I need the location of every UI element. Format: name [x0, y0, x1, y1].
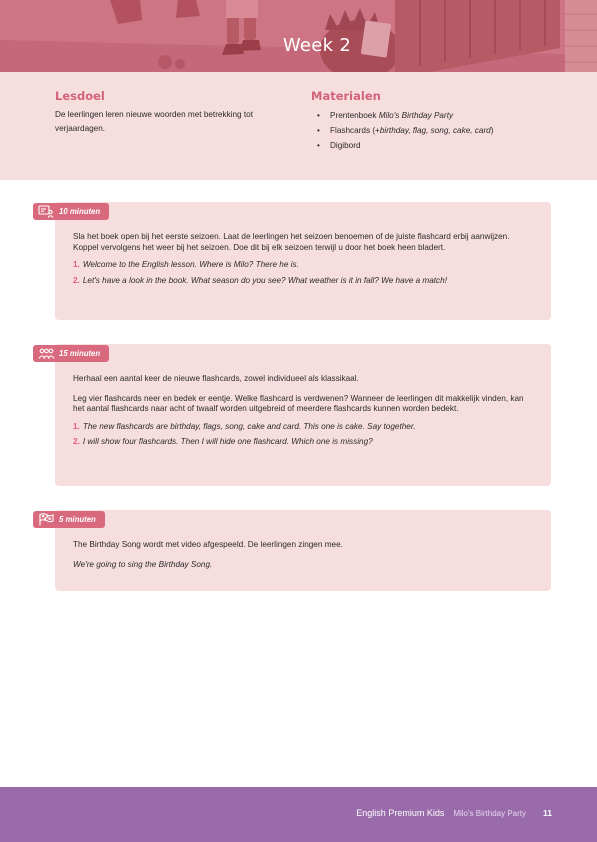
activity-instruction: Sla het boek open bij het eerste seizoen. Laat de leerlingen het seizoen benoemen of de juiste flashcard erbij aanwijzen. Koppel vervolgens het weer bij het seizoen. Doe dit bij elk seizoen terwijl u door het boek heen bladert.: [73, 232, 510, 252]
materials-item: • Flashcards (+birthday, flag, song, cake, card): [311, 123, 561, 138]
materials-item: • Digibord: [311, 138, 561, 153]
activity-instruction: Herhaal een aantal keer de nieuwe flashcards, zowel individueel als klassikaal.: [73, 374, 359, 383]
activity-steps: [73, 422, 537, 448]
duration-label: 15 minuten: [59, 349, 101, 358]
materials-heading: Materialen: [311, 89, 381, 103]
activity-card: [55, 344, 551, 486]
materials-item: • Prentenboek Milo's Birthday Party: [311, 108, 561, 123]
duration-badge: [33, 203, 109, 220]
activity-step: 2. I will show four flashcards. Then I will hide one flashcard. Which one is missing?: [73, 437, 373, 446]
activity-card: [55, 202, 551, 320]
activity-body: [73, 374, 537, 453]
activity-step: 1. The new flashcards are birthday, flags, song, cake and card. This one is cake. Say together.: [73, 421, 416, 431]
series-title: English Premium Kids: [356, 808, 445, 818]
activity-body: [73, 540, 537, 577]
activity-step: 2. Let's have a look in the book. What season do you see? What weather is it in fall? We have a match!: [73, 275, 447, 285]
duration-label: 5 minuten: [59, 515, 96, 524]
duration-badge: [33, 511, 105, 528]
activity-instruction: Leg vier flashcards neer en bedek er eentje. Welke flashcard is verdwenen? Wanneer de leerlingen dit makkelijk vinden, kan het aantal flashcards naar acht of twaalf worden uitgebreid of meerdere flashcards kunnen worden bedekt.: [73, 393, 524, 413]
page-number: 11: [543, 808, 552, 818]
footer-info: [356, 808, 552, 818]
lesson-info-panel: [0, 72, 597, 180]
header-banner: [0, 0, 597, 72]
activity-example: We're going to sing the Birthday Song.: [73, 559, 213, 569]
activity-steps: [73, 260, 537, 286]
lesson-goal-text: De leerlingen leren nieuwe woorden met betrekking tot verjaardagen.: [55, 110, 253, 133]
activity-card: [55, 510, 551, 591]
duration-badge: [33, 345, 109, 362]
book-title: Milo's Birthday Party: [453, 809, 526, 818]
page-footer: [0, 787, 597, 842]
checkered-flag-icon: [37, 513, 55, 527]
activity-body: [73, 232, 537, 291]
group-icon: [37, 347, 55, 361]
duration-label: 10 minuten: [59, 207, 101, 216]
activity-instruction: The Birthday Song wordt met video afgespeeld. De leerlingen zingen mee.: [73, 540, 343, 549]
activity-step: 1. Welcome to the English lesson. Where is Milo? There he is.: [73, 260, 299, 269]
materials-section: [311, 89, 561, 153]
lesson-goal-heading: Lesdoel: [55, 89, 105, 103]
page-title: Week 2: [282, 35, 352, 56]
materials-list: [311, 108, 561, 153]
presenter-board-icon: [37, 205, 55, 219]
lesson-goal-section: [55, 89, 295, 136]
